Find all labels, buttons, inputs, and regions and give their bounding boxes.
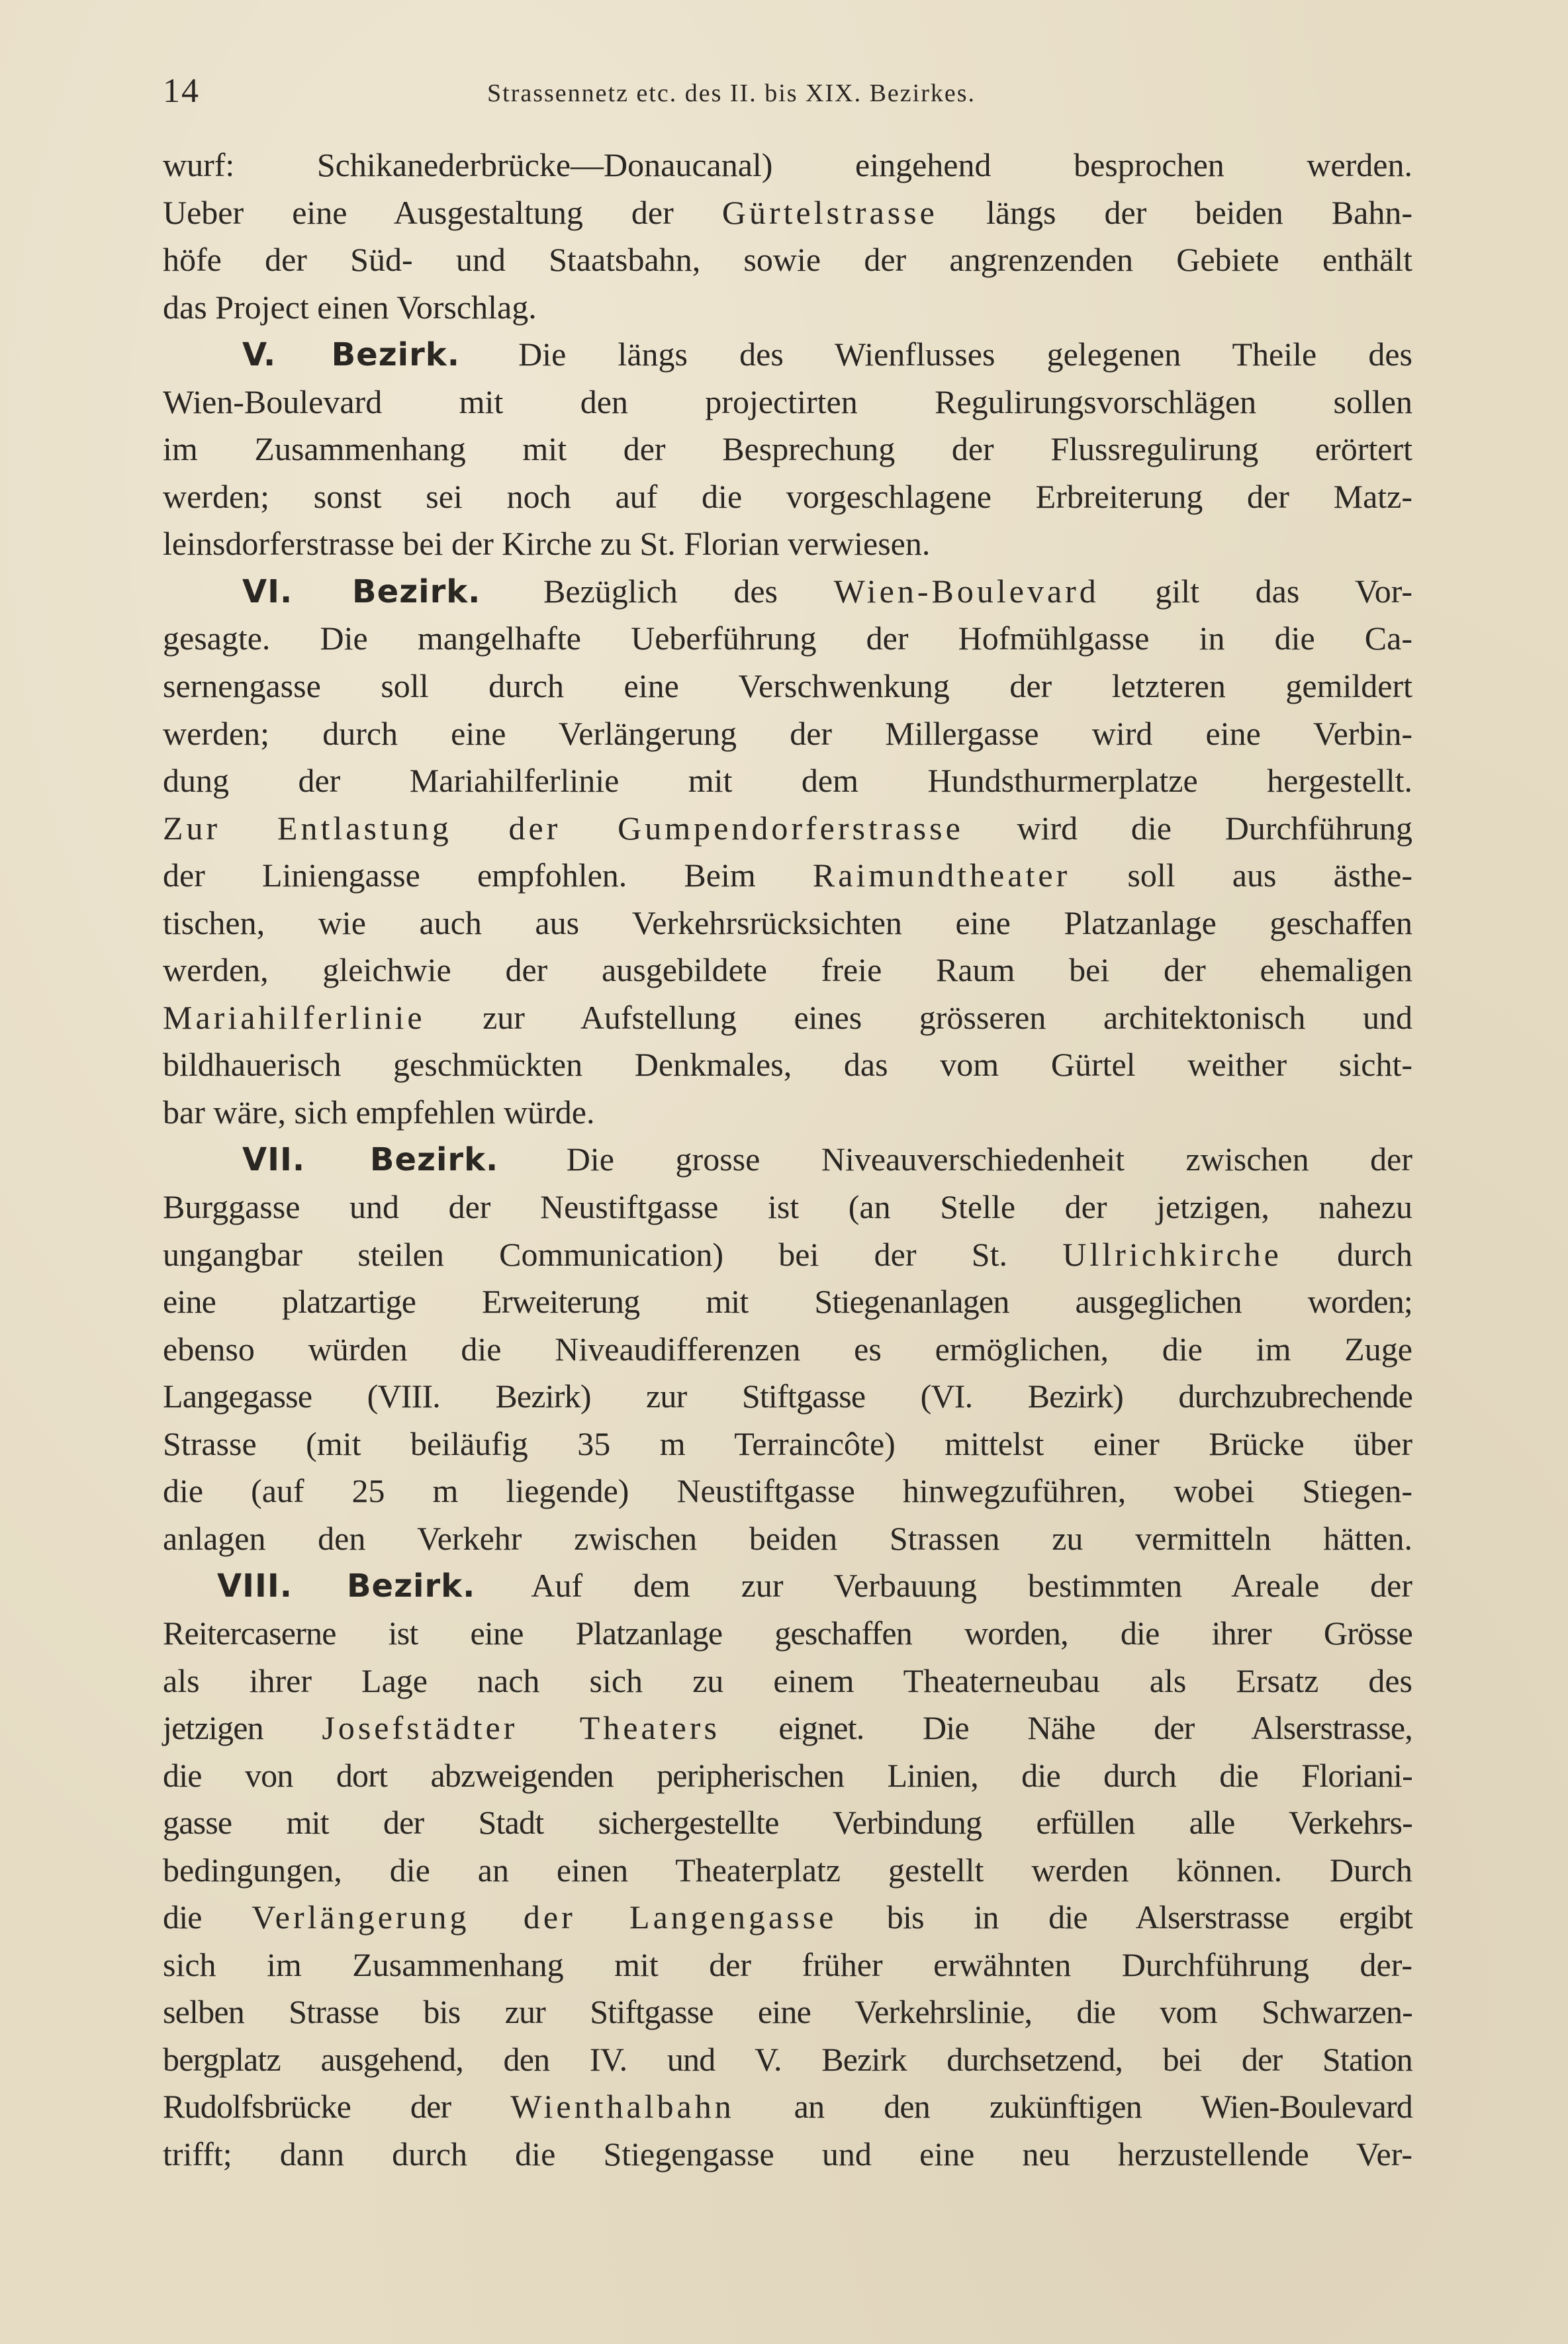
text-run: Ueber eine Ausgestaltung der (163, 193, 722, 231)
text-run: das Project einen Vorschlag. (163, 288, 537, 326)
text-run: als ihrer Lage nach sich zu einem Theaterneubau als Ersatz des (163, 1662, 1412, 1699)
text-line (163, 663, 1412, 710)
text-line (163, 379, 1412, 426)
text-line (163, 2131, 1412, 2179)
text-run: der Liniengasse empfohlen. Beim (163, 857, 813, 894)
text-line (163, 1752, 1412, 1800)
text-run: höfe der Süd- und Staatsbahn, sowie der angrenzenden Gebiete enthält (163, 241, 1412, 279)
text-run: Auf dem zur Verbauung bestimmten Areale der (482, 1567, 1412, 1605)
text-line (163, 1373, 1412, 1421)
text-line (163, 900, 1412, 947)
text-run: bildhauerisch geschmückten Denkmales, das vom Gürtel weither sicht- (163, 1046, 1412, 1084)
section-heading: VIII. Bezirk. (217, 1568, 476, 1605)
text-line (163, 994, 1412, 1042)
text-run: zur Aufstellung eines grösseren architektonisch und (425, 998, 1412, 1036)
text-run: ebenso würden die Niveaudifferenzen es ermöglichen, die im Zuge (163, 1330, 1412, 1368)
spaced-emphasis: Wienthalbahn (510, 2088, 735, 2126)
text-run: längs der beiden Bahn- (937, 193, 1412, 231)
text-line (163, 805, 1412, 853)
text-line (163, 1989, 1412, 2036)
running-head: Strassennetz etc. des II. bis XIX. Bezirkes. (487, 79, 976, 107)
text-line (163, 1610, 1412, 1658)
text-line (163, 1942, 1412, 1989)
text-run: werden; sonst sei noch auf die vorgeschlagene Erbreiterung der Matz- (163, 477, 1412, 515)
text-run: sernengasse soll durch eine Verschwenkung der letzteren gemildert (163, 667, 1412, 705)
spaced-emphasis: Wien-Boulevard (833, 572, 1099, 610)
text-run: im Zusammenhang mit der Besprechung der Flussregulirung erörtert (163, 430, 1412, 468)
text-run: wird die Durchführung (963, 809, 1412, 847)
text-run: die (auf 25 m liegende) Neustiftgasse hinwegzuführen, wobei Stiegen- (163, 1472, 1412, 1510)
text-line (163, 1894, 1412, 1942)
text-line (163, 1658, 1412, 1705)
text-line (163, 1847, 1412, 1895)
text-run: Burggasse und der Neustiftgasse ist (an Stelle der jetzigen, nahezu (163, 1188, 1412, 1226)
text-run: werden; durch eine Verlängerung der Millergasse wird eine Verbin- (163, 714, 1412, 752)
text-line (163, 852, 1412, 900)
text-run: Rudolfsbrücke der (163, 2088, 511, 2126)
text-run: an den zukünftigen Wien-Boulevard (734, 2088, 1412, 2126)
text-line (163, 284, 1412, 332)
text-line (163, 710, 1412, 758)
text-line (163, 189, 1412, 237)
text-line (163, 1326, 1412, 1374)
text-line (163, 1421, 1412, 1468)
text-run: jetzigen (163, 1709, 322, 1747)
text-run: gasse mit der Stadt sichergestellte Verbindung erfüllen alle Verkehrs- (163, 1804, 1412, 1842)
text-line (163, 947, 1412, 994)
text-run: gesagte. Die mangelhafte Ueberführung der Hofmühlgasse in die Ca- (163, 620, 1412, 657)
section-heading-line (163, 331, 1412, 379)
text-run: soll aus ästhe- (1070, 857, 1412, 894)
spaced-emphasis: Gürtelstrasse (721, 193, 938, 231)
spaced-emphasis: Zur Entlastung der Gumpendorferstrasse (163, 809, 964, 847)
section-heading: VI. Bezirk. (242, 573, 481, 610)
spaced-emphasis: Josefstädter Theaters (322, 1709, 720, 1747)
section-heading-line (163, 1562, 1412, 1610)
text-run: gilt das Vor- (1099, 572, 1412, 610)
text-run: trifft; dann durch die Stiegengasse und eine neu herzustellende Ver- (163, 2135, 1412, 2173)
text-run: selben Strasse bis zur Stiftgasse eine Verkehrslinie, die vom Schwarzen- (163, 1993, 1412, 2031)
text-line (163, 142, 1412, 189)
text-run: Langegasse (VIII. Bezirk) zur Stiftgasse (VI. Bezirk) durchzubrechende (163, 1378, 1412, 1415)
text-line (163, 520, 1412, 568)
text-run: eine platzartige Erweiterung mit Stiegenanlagen ausgeglichen worden; (163, 1283, 1412, 1321)
text-run: bar wäre, sich empfehlen würde. (163, 1093, 595, 1131)
spaced-emphasis: Raimundtheater (812, 857, 1071, 894)
text-run: bis in die Alserstrasse ergibt (837, 1899, 1413, 1936)
text-line (163, 615, 1412, 663)
text-line (163, 426, 1412, 473)
text-run: die (163, 1899, 252, 1936)
spaced-emphasis: Verlängerung der Langengasse (252, 1899, 837, 1936)
text-run: Reitercaserne ist eine Platzanlage geschaffen worden, die ihrer Grösse (163, 1614, 1412, 1652)
text-line (163, 236, 1412, 284)
text-line (163, 1705, 1412, 1752)
text-run: leinsdorferstrasse bei der Kirche zu St. Florian verwiesen. (163, 525, 931, 563)
text-run: Die längs des Wienflusses gelegenen Theile des (466, 336, 1412, 373)
text-run: tischen, wie auch aus Verkehrsrücksichten eine Platzanlage geschaffen (163, 904, 1412, 941)
section-heading-line (163, 568, 1412, 616)
text-line (163, 2083, 1412, 2131)
text-run: ungangbar steilen Communication) bei der St. (163, 1235, 1063, 1273)
spaced-emphasis: Mariahilferlinie (163, 998, 426, 1036)
text-run: wurf: Schikanederbrücke—Donaucanal) eingehend besprochen werden. (163, 146, 1412, 183)
text-line (163, 757, 1412, 805)
text-run: eignet. Die Nähe der Alserstrasse, (719, 1709, 1412, 1747)
body-text (163, 142, 1412, 2179)
text-run: bedingungen, die an einen Theaterplatz gestellt werden können. Durch (163, 1851, 1412, 1889)
text-run: werden, gleichwie der ausgebildete freie Raum bei der ehemaligen (163, 951, 1412, 989)
section-heading-line (163, 1136, 1412, 1184)
text-line (163, 1468, 1412, 1515)
text-line (163, 1184, 1412, 1231)
spaced-emphasis: Ullrichkirche (1062, 1235, 1282, 1273)
text-line (163, 1799, 1412, 1847)
section-heading: V. Bezirk. (242, 336, 460, 374)
text-line (163, 473, 1412, 521)
text-line (163, 1089, 1412, 1137)
text-run: durch (1281, 1235, 1412, 1273)
text-line (163, 1231, 1412, 1279)
page-header (163, 65, 1420, 118)
text-run: Wien-Boulevard mit den projectirten Regulirungsvorschlägen sollen (163, 383, 1412, 420)
section-heading: VII. Bezirk. (242, 1141, 499, 1179)
text-run: dung der Mariahilferlinie mit dem Hundsthurmerplatze hergestellt. (163, 762, 1412, 800)
text-run: sich im Zusammenhang mit der früher erwähnten Durchführung der- (163, 1946, 1412, 1983)
text-run: anlagen den Verkehr zwischen beiden Strassen zu vermitteln hätten. (163, 1519, 1412, 1557)
text-line (163, 1278, 1412, 1326)
text-line (163, 2036, 1412, 2084)
text-run: die von dort abzweigenden peripherischen Linien, die durch die Floriani- (163, 1756, 1412, 1794)
text-run: Bezüglich des (487, 572, 834, 610)
text-line (163, 1515, 1412, 1563)
text-run: Strasse (mit beiläufig 35 m Terraincôte) mittelst einer Brücke über (163, 1425, 1412, 1462)
text-run: Die grosse Niveauverschiedenheit zwischen der (505, 1141, 1412, 1178)
text-line (163, 1041, 1412, 1089)
text-run: bergplatz ausgehend, den IV. und V. Bezirk durchsetzend, bei der Station (163, 2040, 1412, 2078)
page-number: 14 (163, 72, 200, 110)
